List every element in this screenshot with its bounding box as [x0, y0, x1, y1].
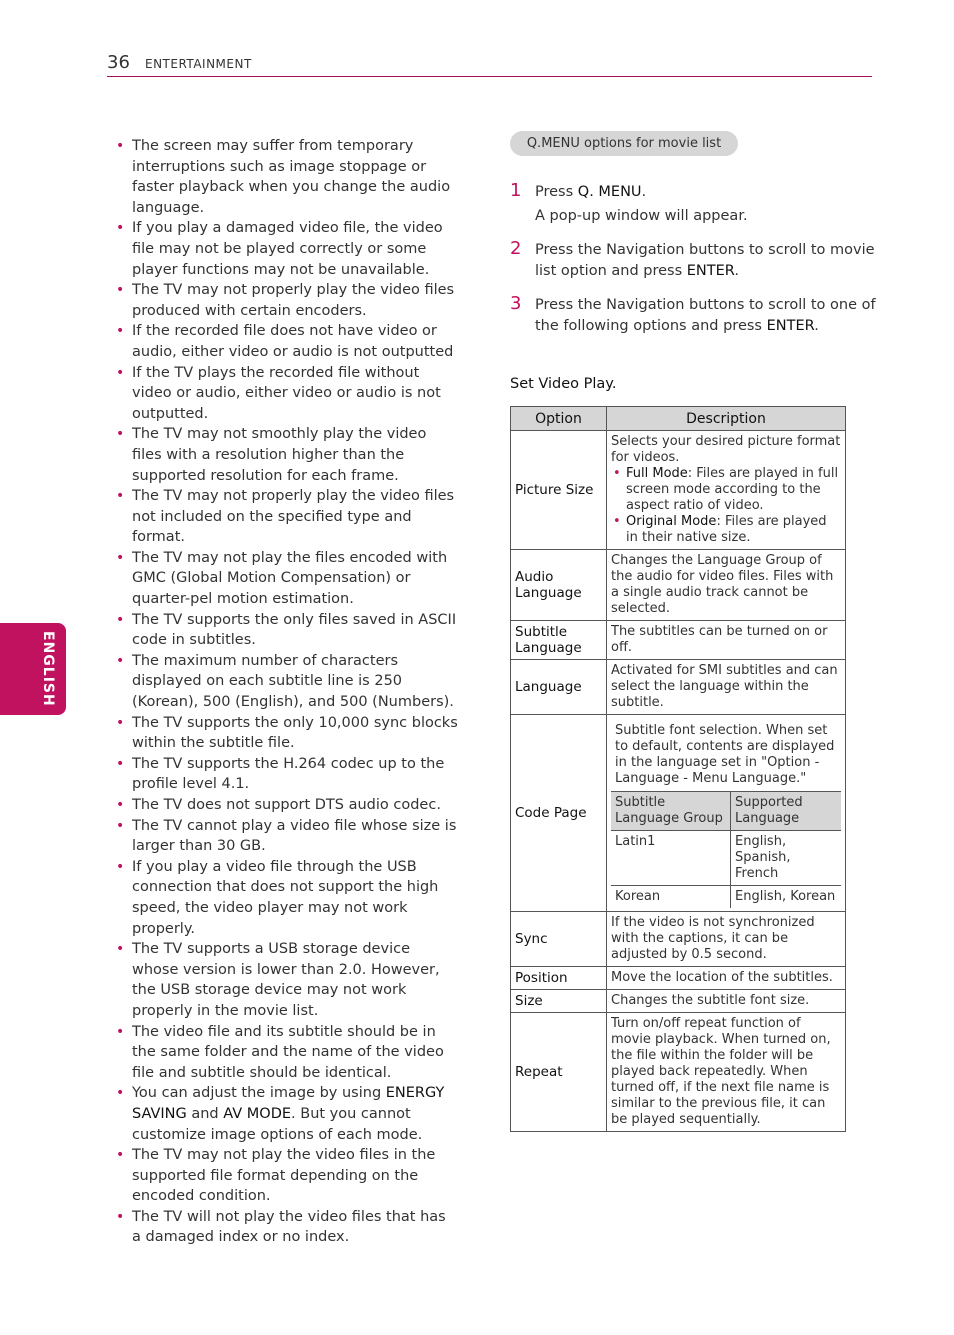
- description-column-header: Description: [607, 407, 846, 431]
- step-number: 2: [510, 238, 522, 259]
- page-number: 36: [107, 52, 130, 73]
- language-side-tab: [0, 623, 66, 715]
- table-row: [511, 431, 846, 550]
- option-cell: Language: [511, 660, 607, 715]
- list-item: • If you play a damaged video file, the video file may not be played correctly or some player functions may not be unavailable.: [113, 218, 458, 280]
- step-number: 1: [510, 180, 522, 201]
- list-item: • The TV may not smoothly play the video files with a resolution higher than the supported resolution for each frame.: [113, 424, 458, 486]
- side-tab-label: ENGLISH: [40, 631, 56, 707]
- list-item: • The video file and its subtitle should be in the same folder and the name of the video file and subtitle should be identical.: [113, 1022, 458, 1084]
- subtable-header: Subtitle Language Group: [611, 792, 731, 831]
- list-item: • The TV supports the only 10,000 sync blocks within the subtitle file.: [113, 713, 458, 754]
- set-video-play-title: Set Video Play.: [510, 376, 617, 392]
- option-column-header: Option: [511, 407, 607, 431]
- qmenu-key: Q. MENU: [577, 184, 642, 200]
- list-item: • Full Mode: Files are played in full screen mode according to the aspect ratio of video.: [611, 466, 841, 514]
- list-item: • The TV may not properly play the video files not included on the specified type and format.: [113, 486, 458, 548]
- table-row: [511, 660, 846, 715]
- description-cell: Selects your desired picture format for videos. • Full Mode: Files are played in full screen mode according to the aspect ratio of video. • Original Mode: Files are played in their native size.: [607, 431, 846, 550]
- notes-list: [113, 136, 458, 1248]
- list-item: • If the recorded file does not have video or audio, either video or audio is not outputted: [113, 321, 458, 362]
- options-table: [510, 406, 846, 1132]
- energy-saving-term: ENERGY SAVING: [132, 1085, 445, 1122]
- list-item: • If you play a video file through the USB connection that does not support the high speed, the video player may not work properly.: [113, 857, 458, 939]
- table-row: [511, 912, 846, 967]
- list-item-energy: • You can adjust the image by using ENERGY SAVING and AV MODE. But you cannot customize image options of each mode.: [113, 1083, 458, 1145]
- list-item: • The TV may not properly play the video files produced with certain encoders.: [113, 280, 458, 321]
- enter-key: ENTER: [686, 263, 735, 279]
- list-item: • The TV cannot play a video file whose size is larger than 30 GB.: [113, 816, 458, 857]
- list-item: • If the TV plays the recorded file without video or audio, either video or audio is not outputted.: [113, 363, 458, 425]
- list-item: • The TV supports the only files saved in ASCII code in subtitles.: [113, 610, 458, 651]
- option-cell: Position: [511, 967, 607, 990]
- list-item: • The TV supports a USB storage device whose version is lower than 2.0. However, the USB storage device may not work properly in the movie list.: [113, 939, 458, 1021]
- table-row: [511, 990, 846, 1013]
- av-mode-term: AV MODE: [223, 1105, 292, 1122]
- list-item: • The TV may not play the files encoded with GMC (Global Motion Compensation) or quarter-pel motion estimation.: [113, 548, 458, 610]
- step-1: 1 Press Q. MENU. A pop-up window will appear.: [510, 182, 880, 227]
- subtable-header: Supported Language: [731, 792, 842, 831]
- table-header-row: [511, 407, 846, 431]
- qmenu-section-pill: Q.MENU options for movie list: [510, 131, 738, 156]
- table-row: [511, 967, 846, 990]
- option-cell: Subtitle Language: [511, 621, 607, 660]
- subtable-cell: English, Korean: [731, 886, 842, 909]
- code-page-description: Subtitle font selection. When set to default, contents are displayed in the language set in "Option - Language - Menu Language.": [611, 718, 841, 792]
- enter-key: ENTER: [766, 318, 815, 334]
- list-item: • Original Mode: Files are played in their native size.: [611, 514, 841, 546]
- step-2: 2 Press the Navigation buttons to scroll to movie list option and press ENTER.: [510, 238, 875, 279]
- table-row: [511, 621, 846, 660]
- option-cell: Repeat: [511, 1013, 607, 1132]
- list-item: • The TV may not play the video files in the supported file format depending on the encoded condition.: [113, 1145, 458, 1207]
- description-cell: Changes the subtitle font size.: [607, 990, 846, 1013]
- list-item: • The screen may suffer from temporary interruptions such as image stoppage or faster playback when you change the audio language.: [113, 136, 458, 218]
- list-item: • The maximum number of characters displayed on each subtitle line is 250 (Korean), 500 (English), and 500 (Numbers).: [113, 651, 458, 713]
- option-cell: Picture Size: [511, 431, 607, 550]
- list-item: • The TV supports the H.264 codec up to the profile level 4.1.: [113, 754, 458, 795]
- description-cell: Move the location of the subtitles.: [607, 967, 846, 990]
- table-row: [511, 715, 846, 912]
- step-1-note: A pop-up window will appear.: [535, 208, 748, 224]
- subtable-cell: Korean: [611, 886, 731, 909]
- section-title: ENTERTAINMENT: [145, 57, 252, 71]
- description-cell: Turn on/off repeat function of movie playback. When turned on, the file within the folder will be played back repeatedly. When turned off, if the next file name is similar to the previous file, it can be played sequentially.: [607, 1013, 846, 1132]
- description-cell: The subtitles can be turned on or off.: [607, 621, 846, 660]
- option-cell: Size: [511, 990, 607, 1013]
- option-cell: Code Page: [511, 715, 607, 912]
- option-cell: Sync: [511, 912, 607, 967]
- description-cell: [607, 715, 846, 912]
- qmenu-steps: [510, 182, 880, 350]
- description-cell: Activated for SMI subtitles and can select the language within the subtitle.: [607, 660, 846, 715]
- page-header: [107, 52, 872, 77]
- table-row: [511, 550, 846, 621]
- subtable-cell: English, Spanish, French: [731, 831, 842, 886]
- option-cell: Audio Language: [511, 550, 607, 621]
- notes-column: [113, 136, 458, 1248]
- list-item: • The TV will not play the video files that has a damaged index or no index.: [113, 1207, 458, 1248]
- code-page-subtable: [611, 718, 841, 908]
- step-3: 3 Press the Navigation buttons to scroll to one of the following options and press ENTER.: [510, 293, 876, 334]
- step-number: 3: [510, 293, 522, 314]
- table-row: [511, 1013, 846, 1132]
- subtable-cell: Latin1: [611, 831, 731, 886]
- description-cell: Changes the Language Group of the audio for video files. Files with a single audio track cannot be selected.: [607, 550, 846, 621]
- list-item: • The TV does not support DTS audio codec.: [113, 795, 458, 816]
- description-cell: If the video is not synchronized with the captions, it can be adjusted by 0.5 second.: [607, 912, 846, 967]
